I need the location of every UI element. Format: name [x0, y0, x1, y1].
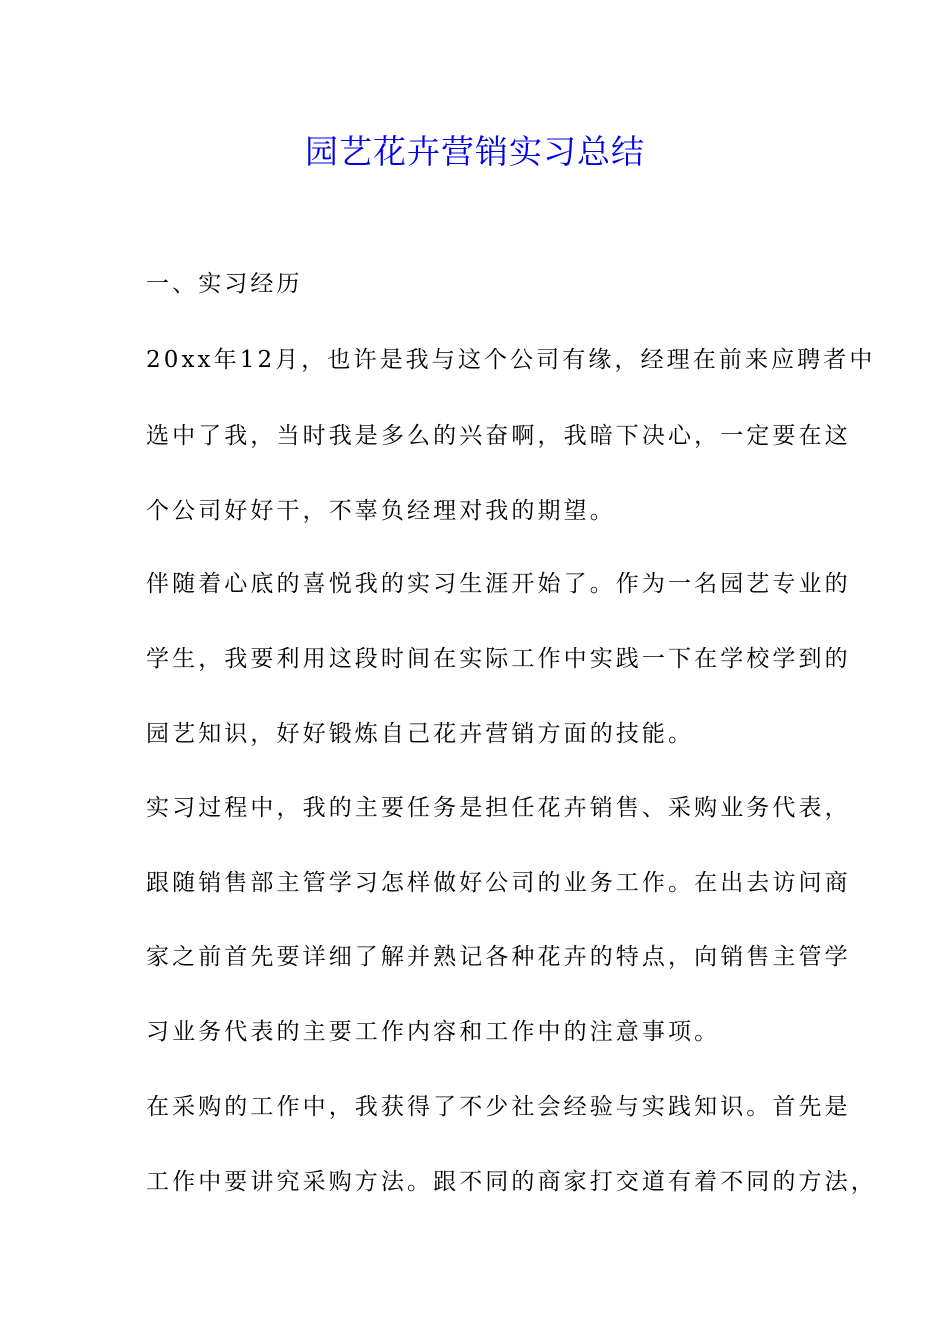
body-line-6: 园艺知识，好好锻炼自己花卉营销方面的技能。	[146, 721, 695, 747]
body-line-8: 跟随销售部主管学习怎样做好公司的业务工作。在出去访问商	[146, 870, 851, 896]
body-line-4: 伴随着心底的喜悦我的实习生涯开始了。作为一名园艺专业的	[146, 571, 851, 597]
document-title: 园艺花卉营销实习总结	[305, 132, 645, 171]
body-line-10: 习业务代表的主要工作内容和工作中的注意事项。	[146, 1019, 721, 1045]
body-line-9: 家之前首先要详细了解并熟记各种花卉的特点，向销售主管学	[146, 944, 851, 970]
body-line-11: 在采购的工作中，我获得了不少社会经验与实践知识。首先是	[146, 1094, 851, 1120]
body-line-1: 20xx年12月，也许是我与这个公司有缘，经理在前来应聘者中	[146, 347, 876, 373]
body-line-12: 工作中要讲究采购方法。跟不同的商家打交道有着不同的方法，	[146, 1169, 877, 1195]
body-line-5: 学生，我要利用这段时间在实际工作中实践一下在学校学到的	[146, 646, 851, 672]
section-heading: 一、实习经历	[146, 271, 303, 297]
body-line-7: 实习过程中，我的主要任务是担任花卉销售、采购业务代表，	[146, 795, 851, 821]
body-line-2: 选中了我，当时我是多么的兴奋啊，我暗下决心，一定要在这	[146, 423, 851, 449]
body-line-3: 个公司好好干，不辜负经理对我的期望。	[146, 498, 616, 524]
